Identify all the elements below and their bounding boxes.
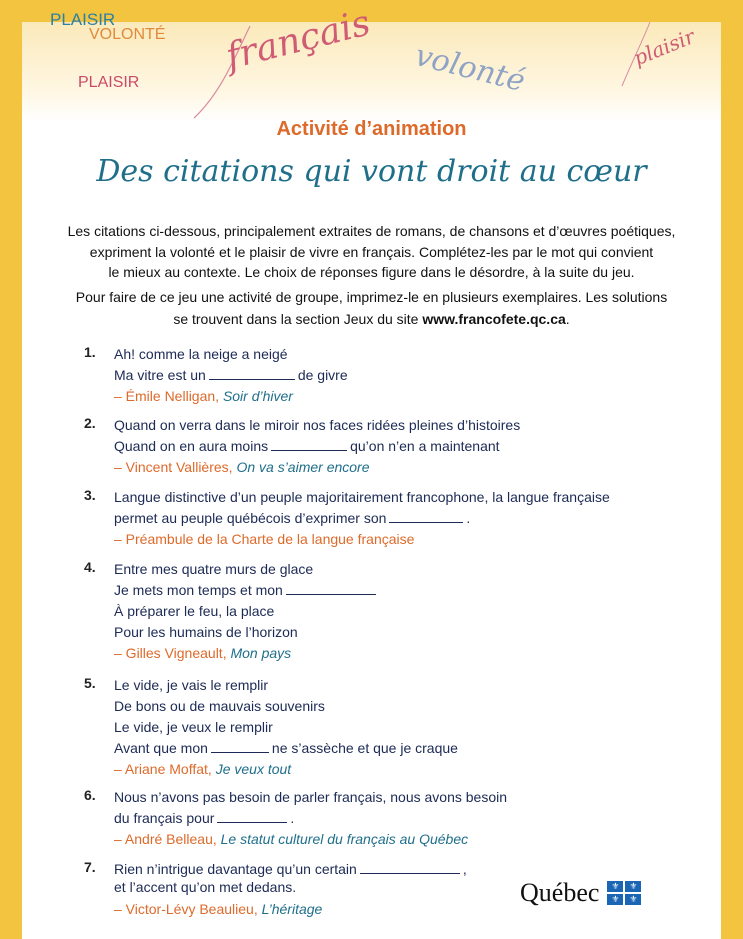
quote-line <box>114 580 704 601</box>
quote-number: 1. <box>84 344 96 360</box>
fleur-de-lis-icon: ⚜ <box>607 881 623 892</box>
page-title: Des citations qui vont droit au cœur <box>96 154 647 189</box>
quote-source <box>114 643 704 664</box>
quote-body <box>114 787 704 850</box>
header-word-plaisir: PLAISIR <box>50 10 116 29</box>
quote-source <box>114 829 704 850</box>
quote-text: Avant que mon <box>114 740 208 756</box>
quote-line <box>114 508 704 529</box>
answer-blank[interactable] <box>211 739 269 753</box>
instructions-line <box>46 308 697 330</box>
quote-text: Je mets mon temps et mon <box>114 582 283 598</box>
quote-line: Le vide, je veux le remplir <box>114 719 273 735</box>
quote-text: . <box>466 510 471 526</box>
answer-blank[interactable] <box>389 509 463 523</box>
quote-work: Je veux tout <box>215 761 292 777</box>
quote-number: 3. <box>84 487 96 503</box>
quote-line: et l’accent qu’on met dedans. <box>114 879 297 895</box>
quote-source <box>114 759 704 780</box>
quote-text: qu’on n’en a maintenant <box>350 438 500 454</box>
intro-line: expriment la volonté et le plaisir de vivre en français. Complétez-les par le mot qui convient <box>89 243 654 260</box>
quote-text: Rien n’intrigue davantage qu’un certain <box>114 861 357 877</box>
quote-text: permet au peuple québécois d’exprimer son <box>114 510 387 526</box>
intro-line: le mieux au contexte. Le choix de réponses figure dans le désordre, à la suite du jeu. <box>108 264 635 280</box>
quote-work: Soir d’hiver <box>222 388 293 404</box>
answer-blank[interactable] <box>360 860 460 874</box>
quote-line <box>114 859 704 880</box>
quote-line <box>114 738 704 759</box>
website-link[interactable]: www.francofete.qc.ca <box>422 311 566 327</box>
quote-author: – Préambule de la Charte de la langue française <box>114 531 415 547</box>
intro-paragraph <box>46 221 697 283</box>
quote-author: – Victor-Lévy Beaulieu, <box>114 901 262 917</box>
quote-author: – Gilles Vigneault, <box>114 645 231 661</box>
quote-line: Quand on verra dans le miroir nos faces ridées pleines d’histoires <box>114 417 521 433</box>
quote-body <box>114 559 704 664</box>
quote-source <box>114 457 704 478</box>
quote-author: – Émile Nelligan, <box>114 388 223 404</box>
quote-source <box>114 386 704 407</box>
header-word-francais: français <box>222 2 375 78</box>
fleur-de-lis-icon: ⚜ <box>607 894 623 905</box>
quote-line <box>114 436 704 457</box>
quote-text: de givre <box>297 367 348 383</box>
header-word-volonte-2: volonté <box>411 38 529 100</box>
quote-number: 4. <box>84 559 96 575</box>
quote-text: Ma vitre est un <box>114 367 206 383</box>
instructions-end: . <box>565 311 570 327</box>
quote-line <box>114 808 704 829</box>
quote-source <box>114 529 704 550</box>
fleur-de-lis-flag-icon <box>607 881 641 905</box>
intro-line: Les citations ci-dessous, principalement extraites de romans, de chansons et d’œuvres poétiques, <box>67 223 676 239</box>
quote-line: Nous n’avons pas besoin de parler français, nous avons besoin <box>114 789 508 805</box>
quote-body <box>114 675 704 780</box>
quote-line: Le vide, je vais le remplir <box>114 677 269 693</box>
quote-body <box>114 487 704 550</box>
instructions-paragraph <box>46 286 697 330</box>
quote-number: 5. <box>84 675 96 691</box>
answer-blank[interactable] <box>286 581 376 595</box>
quote-body <box>114 415 704 478</box>
fleur-de-lis-icon: ⚜ <box>625 881 641 892</box>
quote-number: 2. <box>84 415 96 431</box>
quote-line: Entre mes quatre murs de glace <box>114 561 314 577</box>
quote-work: Mon pays <box>230 645 292 661</box>
quote-text: , <box>462 861 467 877</box>
quebec-wordmark: Québec <box>520 878 600 907</box>
quote-text: du français pour <box>114 810 215 826</box>
quote-work: On va s’aimer encore <box>236 459 370 475</box>
quote-author: – Vincent Vallières, <box>114 459 237 475</box>
instructions-text: se trouvent dans la section Jeux du site <box>173 311 423 327</box>
document-page <box>22 2 721 939</box>
quote-text: ne s’assèche et que je craque <box>271 740 458 756</box>
quote-line: Pour les humains de l’horizon <box>114 624 298 640</box>
quote-author: – Ariane Moffat, <box>114 761 216 777</box>
instructions-line: Pour faire de ce jeu une activité de groupe, imprimez-le en plusieurs exemplaires. Les solutions <box>75 289 668 305</box>
answer-blank[interactable] <box>217 809 287 823</box>
fleur-de-lis-icon: ⚜ <box>625 894 641 905</box>
quote-line: Ah! comme la neige a neigé <box>114 346 288 362</box>
quote-line: Langue distinctive d’un peuple majoritairement francophone, la langue française <box>114 489 610 505</box>
header-word-volonte: VOLONTÉ <box>89 26 166 43</box>
quote-text: . <box>290 810 295 826</box>
answer-blank[interactable] <box>209 366 295 380</box>
quote-body <box>114 344 704 407</box>
quote-line: À préparer le feu, la place <box>114 603 275 619</box>
quote-line <box>114 365 704 386</box>
header-word-plaisir-3: plaisir <box>630 24 699 71</box>
quote-number: 6. <box>84 787 96 803</box>
quote-text: Quand on en aura moins <box>114 438 269 454</box>
quote-author: – André Belleau, <box>114 831 221 847</box>
answer-blank[interactable] <box>271 437 347 451</box>
header-word-plaisir-2: PLAISIR <box>78 74 140 91</box>
quote-work: Le statut culturel du français au Québec <box>220 831 469 847</box>
quote-line: De bons ou de mauvais souvenirs <box>114 698 325 714</box>
quebec-logo <box>520 878 641 908</box>
quote-work: L’héritage <box>261 901 323 917</box>
activity-label: Activité d’animation <box>276 118 467 140</box>
quote-number: 7. <box>84 859 96 875</box>
